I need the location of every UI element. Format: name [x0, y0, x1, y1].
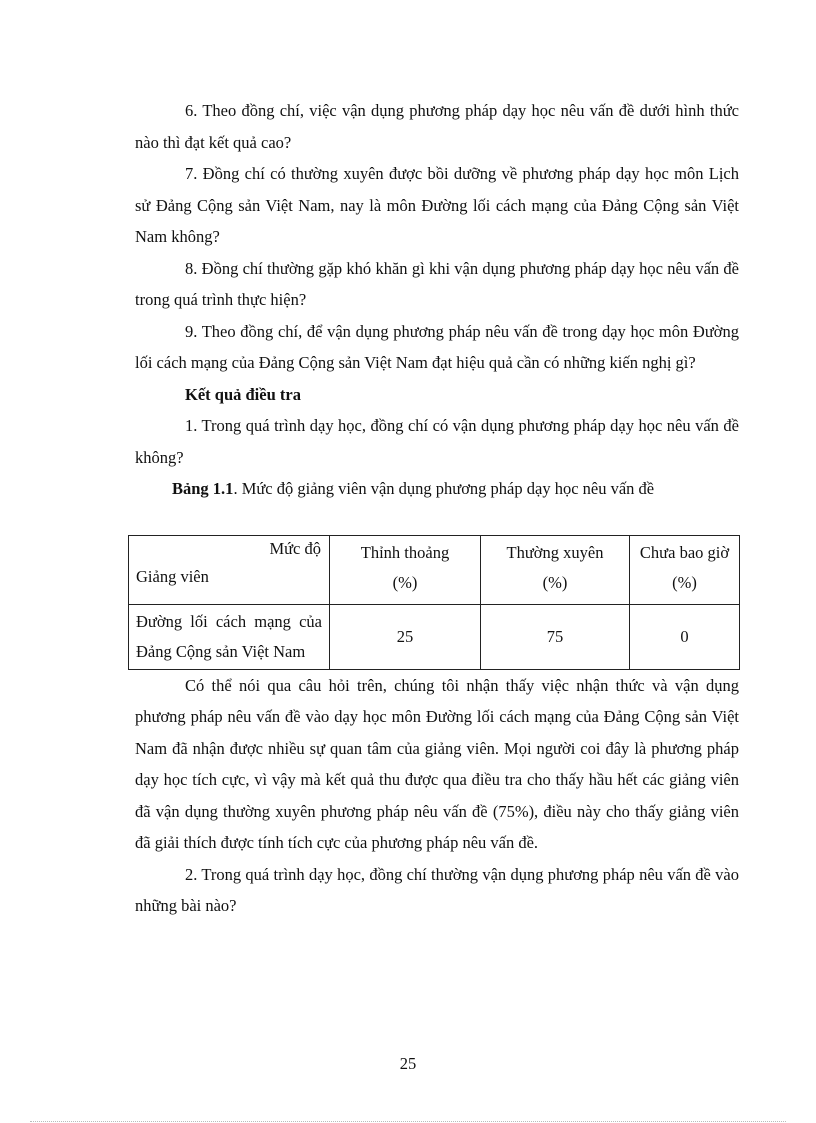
question-6: 6. Theo đồng chí, việc vận dụng phương pháp dạy học nêu vấn đề dưới hình thức nào thì đạt kết quả cao? — [135, 101, 739, 152]
column-unit: (%) — [672, 572, 697, 592]
corner-label-level: Mức độ — [269, 538, 321, 558]
table-corner-cell — [129, 535, 330, 604]
column-header-often — [481, 535, 630, 604]
page-body — [135, 95, 739, 922]
column-unit: (%) — [542, 572, 568, 592]
page-number: 25 — [399, 1054, 417, 1073]
row-label: Đường lối cách mạng của Đảng Cộng sản Việt Nam — [129, 604, 330, 669]
column-header-never — [630, 535, 740, 604]
table-header-row — [129, 535, 740, 604]
column-header-sometimes — [330, 535, 481, 604]
table-caption-text: . Mức độ giảng viên vận dụng phương pháp dạy học nêu vấn đề — [233, 479, 655, 498]
question-9: 9. Theo đồng chí, để vận dụng phương pháp nêu vấn đề trong dạy học môn Đường lối cách mạng của Đảng Cộng sản Việt Nam đạt hiệu quả cần có những kiến nghị gì? — [135, 321, 739, 372]
question-7: 7. Đồng chí có thường xuyên được bồi dưỡng về phương pháp dạy học môn Lịch sử Đảng Cộng sản Việt Nam, nay là môn Đường lối cách mạng của Đảng Cộng sản Việt Nam không? — [135, 164, 739, 246]
page-bottom-divider — [30, 1121, 786, 1122]
analysis-paragraph: Có thể nói qua câu hỏi trên, chúng tôi nhận thấy việc nhận thức và vận dụng phương pháp nêu vấn đề vào dạy học môn Đường lối cách mạng của Đảng Cộng sản Việt Nam đã nhận được nhiều sự quan tâm của giảng viên. Mọi người coi đây là phương pháp dạy học tích cực, vì vậy mà kết quả thu được qua điều tra cho thấy hầu hết các giảng viên đã vận dụng thường xuyên phương pháp nêu vấn đề (75%), điều này cho thấy giảng viên đã giải thích được tính tích cực của phương pháp nêu vấn đề. — [135, 675, 739, 852]
results-heading: Kết quả điều tra — [185, 384, 301, 404]
column-title: Thỉnh thoảng — [360, 542, 450, 562]
value-never: 0 — [630, 604, 740, 669]
corner-label-lecturer: Giảng viên — [136, 566, 209, 586]
survey-table — [128, 535, 740, 670]
value-sometimes: 25 — [330, 604, 481, 669]
column-unit: (%) — [392, 572, 418, 592]
question-8: 8. Đồng chí thường gặp khó khăn gì khi vận dụng phương pháp dạy học nêu vấn đề trong quá trình thực hiện? — [135, 258, 739, 309]
table-caption — [135, 473, 739, 505]
column-title: Chưa bao giờ — [639, 542, 730, 562]
result-question-2: 2. Trong quá trình dạy học, đồng chí thường vận dụng phương pháp nêu vấn đề vào những bài nào? — [135, 864, 739, 915]
column-title: Thường xuyên — [506, 542, 604, 562]
table-caption-label: Bảng 1.1 — [172, 479, 234, 498]
value-often: 75 — [481, 604, 630, 669]
result-question-1: 1. Trong quá trình dạy học, đồng chí có vận dụng phương pháp dạy học nêu vấn đề không? — [135, 416, 739, 467]
table-row — [129, 604, 740, 669]
